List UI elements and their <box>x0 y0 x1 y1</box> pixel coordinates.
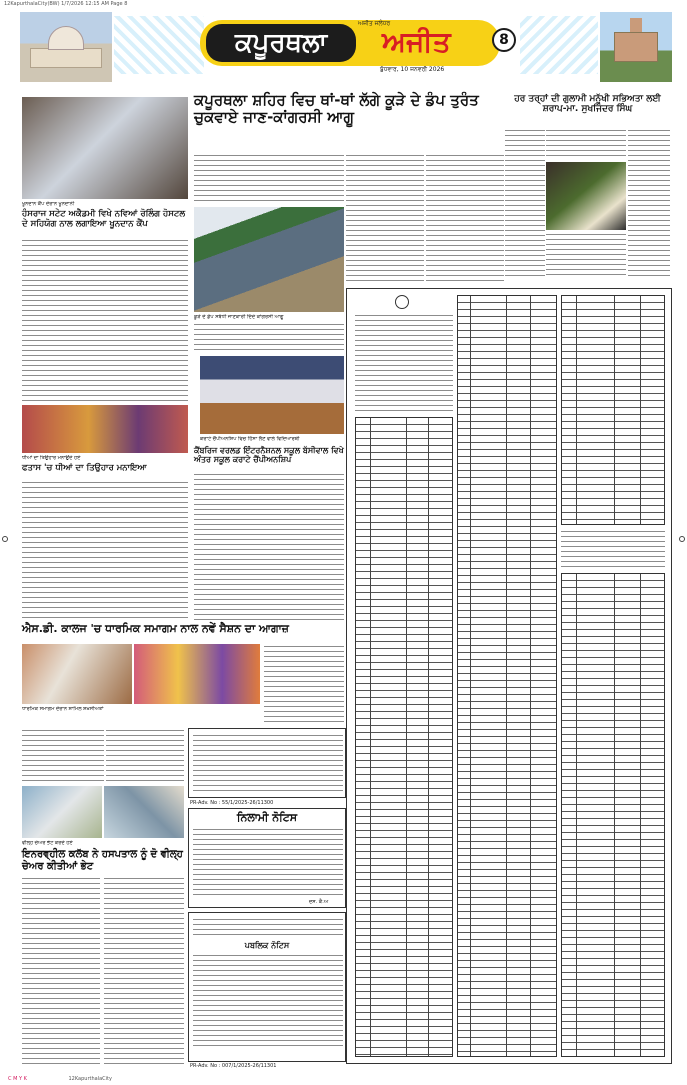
public-notice-text <box>193 953 343 1049</box>
caption-daughters-festival: ਧੀਆਂ ਦਾ ਤਿਉਹਾਰ ਮਨਾਉਂਦੇ ਹੋਏ <box>22 455 81 461</box>
registration-mark-icon <box>679 536 685 542</box>
speaker-photo <box>546 162 626 230</box>
karate-photo <box>200 356 344 434</box>
auction-signature: ਦਸ. ਕੈ.ਅ <box>309 899 329 905</box>
print-strip: 12KapurthalaCity(BW) 1/7/2026 12:15 AM Page 8 <box>4 1 128 7</box>
caption-college: ਧਾਰਮਿਕ ਸਮਾਗਮ ਦੌਰਾਨ ਸ਼ਾਮਿਲ ਸ਼ਖ਼ਸੀਅਤਾਂ <box>22 706 104 712</box>
govt-notice-text <box>193 733 343 791</box>
public-notice-title: ਪਬਲਿਕ ਨੋਟਿਸ <box>244 941 290 950</box>
main-headline: ਕਪੂਰਥਲਾ ਸ਼ਹਿਰ ਵਿਚ ਥਾਂ-ਥਾਂ ਲੱਗੇ ਕੂੜੇ ਦੇ ਡੰਪ ਤੁਰੰਤ ਚੁਕਵਾਏ ਜਾਣ-ਕਾਂਗਰਸੀ ਆਗੂ <box>194 91 479 127</box>
govt-notice-box <box>188 728 346 798</box>
city-title: ਕਪੂਰਥਲਾ <box>206 24 356 62</box>
article-text-left-4 <box>106 728 184 783</box>
daughters-festival-photo <box>22 405 188 453</box>
congress-leaders-photo <box>194 207 344 312</box>
registration-mark-icon <box>2 536 8 542</box>
article-text-right-5 <box>546 232 626 278</box>
auction-notice-box <box>188 808 346 908</box>
article-text-center-2 <box>194 472 344 620</box>
left-headline-2: ਫਤਾਸ 'ਚ ਧੀਆਂ ਦਾ ਤਿਉਹਾਰ ਮਨਾਇਆ <box>22 463 147 473</box>
caption-hospital: ਵੀਲ੍ਹ ਚੇਅਰ ਭੇਟ ਕਰਦੇ ਹੋਏ <box>22 840 73 846</box>
pr-reference-1: PR-Adv. No : 55/1/2025-26/11300 <box>190 800 274 806</box>
article-text-left-1 <box>22 238 188 403</box>
article-text-right-2 <box>426 153 504 283</box>
main-article-text-2 <box>194 322 344 352</box>
college-headline: ਐਸ.ਡੀ. ਕਾਲਜ 'ਚ ਧਾਰਮਿਕ ਸਮਾਗਮ ਨਾਲ ਨਵੇਂ ਸੈਸ਼ਨ ਦਾ ਆਗਾਜ਼ <box>22 622 289 635</box>
building-photo <box>600 12 672 82</box>
masthead <box>20 12 672 82</box>
pr-reference-2: PR-Adv. No : 007/1/2025-26/11301 <box>190 1063 277 1069</box>
tender-notice <box>346 288 672 1064</box>
article-text-college <box>264 644 344 724</box>
masthead-pattern-right <box>520 16 598 74</box>
tender-table-right-note <box>561 529 665 569</box>
tender-table-middle <box>457 295 557 1057</box>
color-marks-label: C M Y K <box>8 1076 27 1082</box>
masthead-sub-label: ਅਜੀਤ ਜਲੰਧਰ <box>358 20 391 27</box>
auction-notice-text <box>193 827 343 895</box>
footer-file-label: 12KapurthalaCity <box>68 1076 112 1082</box>
blood-donation-photo <box>22 97 188 199</box>
article-text-left-3 <box>22 728 104 783</box>
public-notice-box <box>188 912 346 1062</box>
article-text-left-6 <box>104 876 184 1066</box>
college-photo-2 <box>134 644 260 704</box>
article-text-left-5 <box>22 876 100 1066</box>
article-text-left-2 <box>22 480 188 618</box>
caption-karate: ਕਰਾਟੇ ਚੈਂਪੀਅਨਸ਼ਿਪ ਵਿਚ ਹਿੱਸਾ ਲੈਣ ਵਾਲੇ ਵਿਦਿਆਰਥੀ <box>200 436 300 442</box>
article-text-right-1 <box>346 153 424 283</box>
issue-date: ਬੁੱਧਵਾਰ, 10 ਜਨਵਰੀ 2026 <box>380 66 445 73</box>
tender-table-right-bottom <box>561 573 665 1057</box>
tender-table-right-top <box>561 295 665 525</box>
article-text-right-6 <box>628 128 670 278</box>
hospital-photo-1 <box>22 786 102 838</box>
article-text-right-4 <box>546 128 626 160</box>
govt-emblem-icon <box>395 295 409 309</box>
right-headline: ਹਰ ਤਰ੍ਹਾਂ ਦੀ ਗੁਲਾਮੀ ਮਨੁੱਖੀ ਸਭਿਅਤਾ ਲਈ ਸ਼ਰਾਪ-ਮਾ. ਸੁਖਜਿੰਦਰ ਸਿੰਘ <box>514 94 661 115</box>
tender-table-left <box>355 417 453 1057</box>
main-article-text-1 <box>194 153 344 205</box>
public-notice-header <box>193 917 343 937</box>
page-number: 8 <box>492 28 516 52</box>
bottom-left-headline: ਇਨਰਵ੍ਹੀਲ ਕਲੱਬ ਨੇ ਹਸਪਤਾਲ ਨੂੰ ਦੋ ਵੀਲ੍ਹ ਚੇਅਰ ਕੀਤੀਆਂ ਭੇਟ <box>22 849 183 872</box>
masthead-pattern-left <box>114 16 204 74</box>
page-footer <box>0 1074 687 1085</box>
auction-notice-title: ਨਿਲਾਮੀ ਨੋਟਿਸ <box>236 811 298 824</box>
tender-notice-header <box>355 313 453 413</box>
left-headline-1: ਹੰਸਰਾਜ ਸਟੇਟ ਅਕੈਡਮੀ ਵਿਖੇ ਨਵਿਆਂ ਰੋਲਿੰਗ ਹੋਸਟਲ ਦੇ ਸਹਿਯੋਗ ਨਾਲ ਲਗਾਇਆ ਖੂਨਦਾਨ ਕੈਂਪ <box>22 209 186 229</box>
caption-congress-leaders: ਕੂੜੇ ਦੇ ਡੰਪ ਸਬੰਧੀ ਜਾਣਕਾਰੀ ਦਿੰਦੇ ਕਾਂਗਰਸੀ ਆਗੂ <box>194 314 284 320</box>
article-text-right-3 <box>505 128 545 278</box>
brand-logo: ਅਜੀਤ <box>382 25 451 58</box>
caption-blood-donation: ਖੂਨਦਾਨ ਕੈਂਪ ਦੌਰਾਨ ਖੂਨਦਾਨੀ <box>22 201 75 207</box>
center-headline-2: ਕੈਂਬਰਿਜ ਵਰਲਡ ਇੰਟਰਨੈਸ਼ਨਲ ਸਕੂਲ ਬੱਸੀਵਾਲ ਵਿਖੇ ਅੰਤਰ ਸਕੂਲ ਕਰਾਟੇ ਚੈਂਪੀਅਨਸ਼ਿਪ <box>194 446 344 465</box>
college-photo-1 <box>22 644 132 704</box>
hospital-photo-2 <box>104 786 184 838</box>
gurdwara-photo <box>20 12 112 82</box>
